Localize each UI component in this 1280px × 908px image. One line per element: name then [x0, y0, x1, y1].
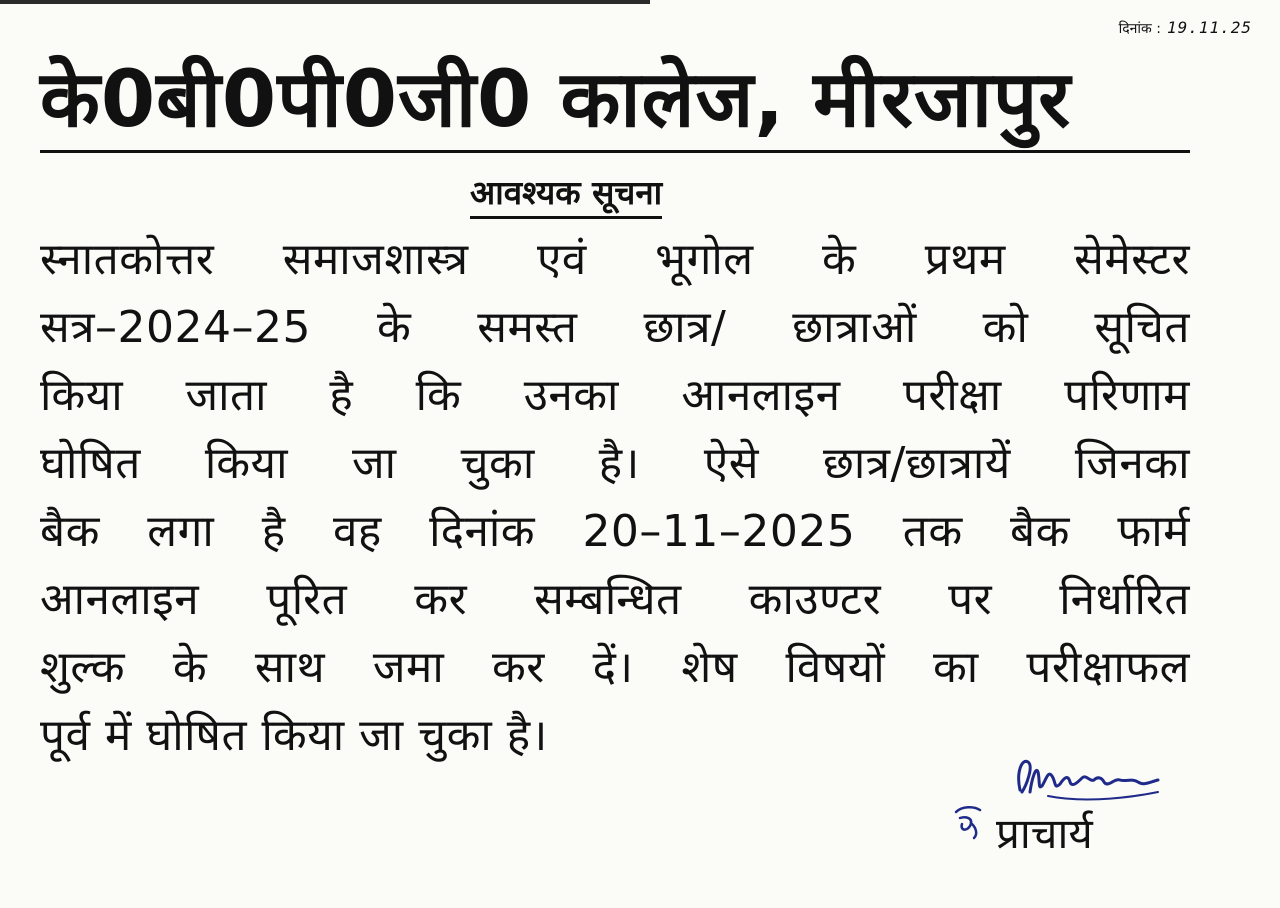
notice-line: घोषित किया जा चुका है। ऐसे छात्र/छात्रायें जिनका [40, 438, 1190, 489]
notice-heading: आवश्यक सूचना [470, 172, 662, 219]
date-label: दिनांक : [1118, 21, 1161, 37]
notice-line: स्नातकोत्तर समाजशास्त्र एवं भूगोल के प्रथम सेमेस्टर [40, 234, 1190, 285]
scan-edge [0, 0, 650, 4]
notice-line: बैक लगा है वह दिनांक 20–11–2025 तक बैक फार्म [40, 506, 1190, 557]
college-name: के0बी0पी0जी0 कालेज, मीरजापुर [40, 55, 1072, 145]
notice-line: आनलाइन पूरित कर सम्बन्धित काउण्टर पर निर्धारित [40, 574, 1190, 625]
principal-designation: प्राचार्य [996, 809, 1093, 858]
notice-line: सत्र–2024–25 के समस्त छात्र/ छात्राओं को सूचित [40, 302, 1190, 353]
initial-mark [952, 800, 986, 840]
title-underline [40, 150, 1190, 153]
date-value: 19.11.25 [1166, 18, 1252, 37]
notice-line: शुल्क के साथ जमा कर दें। शेष विषयों का परीक्षाफल [40, 642, 1190, 693]
date-stamp [1119, 18, 1252, 38]
notice-body [40, 226, 1190, 770]
notice-line: किया जाता है कि उनका आनलाइन परीक्षा परिणाम [40, 370, 1190, 421]
notice-line: पूर्व में घोषित किया जा चुका है। [40, 710, 548, 761]
principal-signature [1008, 752, 1178, 812]
